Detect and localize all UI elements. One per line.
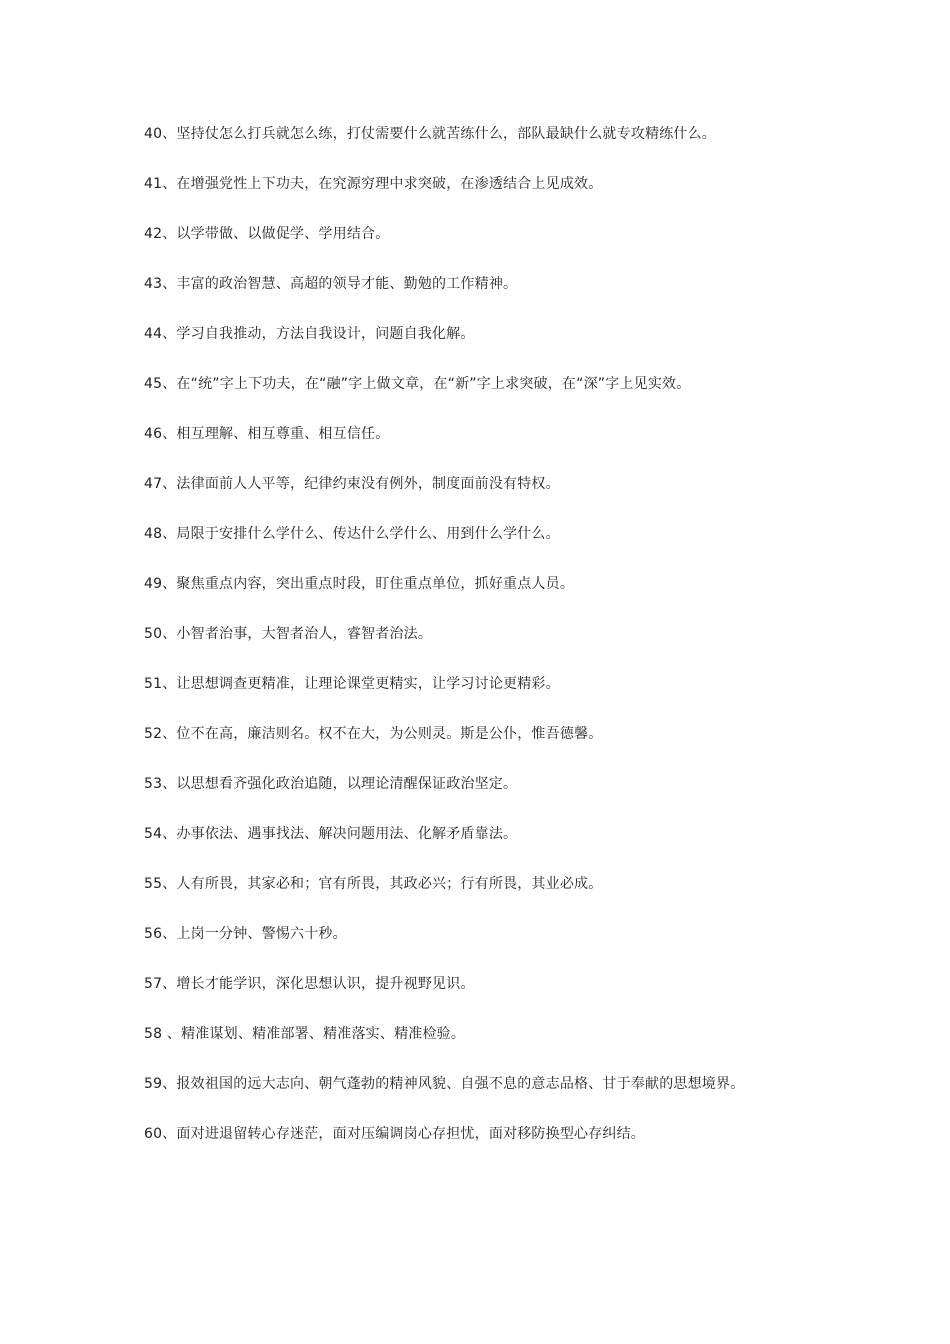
list-item: 43、丰富的政治智慧、高超的领导才能、勤勉的工作精神。 — [144, 276, 518, 292]
list-item: 45、在“统”字上下功夫，在“融”字上做文章，在“新”字上求突破，在“深”字上见实效。 — [144, 376, 691, 392]
list-item: 55、人有所畏，其家必和；官有所畏，其政必兴；行有所畏，其业必成。 — [144, 876, 603, 892]
list-item: 53、以思想看齐强化政治追随，以理论清醒保证政治坚定。 — [144, 776, 518, 792]
document-body — [144, 122, 814, 1172]
list-item: 41、在增强党性上下功夫，在究源穷理中求突破，在渗透结合上见成效。 — [144, 176, 603, 192]
list-item: 48、局限于安排什么学什么、传达什么学什么、用到什么学什么。 — [144, 526, 560, 542]
list-item: 46、相互理解、相互尊重、相互信任。 — [144, 426, 390, 442]
list-item: 51、让思想调查更精准，让理论课堂更精实，让学习讨论更精彩。 — [144, 676, 560, 692]
list-item: 52、位不在高，廉洁则名。权不在大，为公则灵。斯是公仆，惟吾德馨。 — [144, 726, 603, 742]
list-item: 49、聚焦重点内容，突出重点时段，盯住重点单位，抓好重点人员。 — [144, 576, 575, 592]
list-item: 40、坚持仗怎么打兵就怎么练，打仗需要什么就苦练什么，部队最缺什么就专攻精练什么。 — [144, 126, 717, 142]
list-item: 59、报效祖国的远大志向、朝气蓬勃的精神风貌、自强不息的意志品格、甘于奉献的思想境界。 — [144, 1076, 745, 1092]
list-item: 47、法律面前人人平等，纪律约束没有例外，制度面前没有特权。 — [144, 476, 560, 492]
list-item: 56、上岗一分钟、警惕六十秒。 — [144, 926, 347, 942]
list-item: 50、小智者治事，大智者治人，睿智者治法。 — [144, 626, 433, 642]
list-item: 57、增长才能学识，深化思想认识，提升视野见识。 — [144, 976, 475, 992]
list-item: 58 、精准谋划、精准部署、精准落实、精准检验。 — [144, 1026, 466, 1042]
list-item: 60、面对进退留转心存迷茫，面对压编调岗心存担忧，面对移防换型心存纠结。 — [144, 1126, 646, 1142]
list-item: 54、办事依法、遇事找法、解决问题用法、化解矛盾靠法。 — [144, 826, 518, 842]
list-item: 42、以学带做、以做促学、学用结合。 — [144, 226, 390, 242]
list-item: 44、学习自我推动，方法自我设计，问题自我化解。 — [144, 326, 475, 342]
